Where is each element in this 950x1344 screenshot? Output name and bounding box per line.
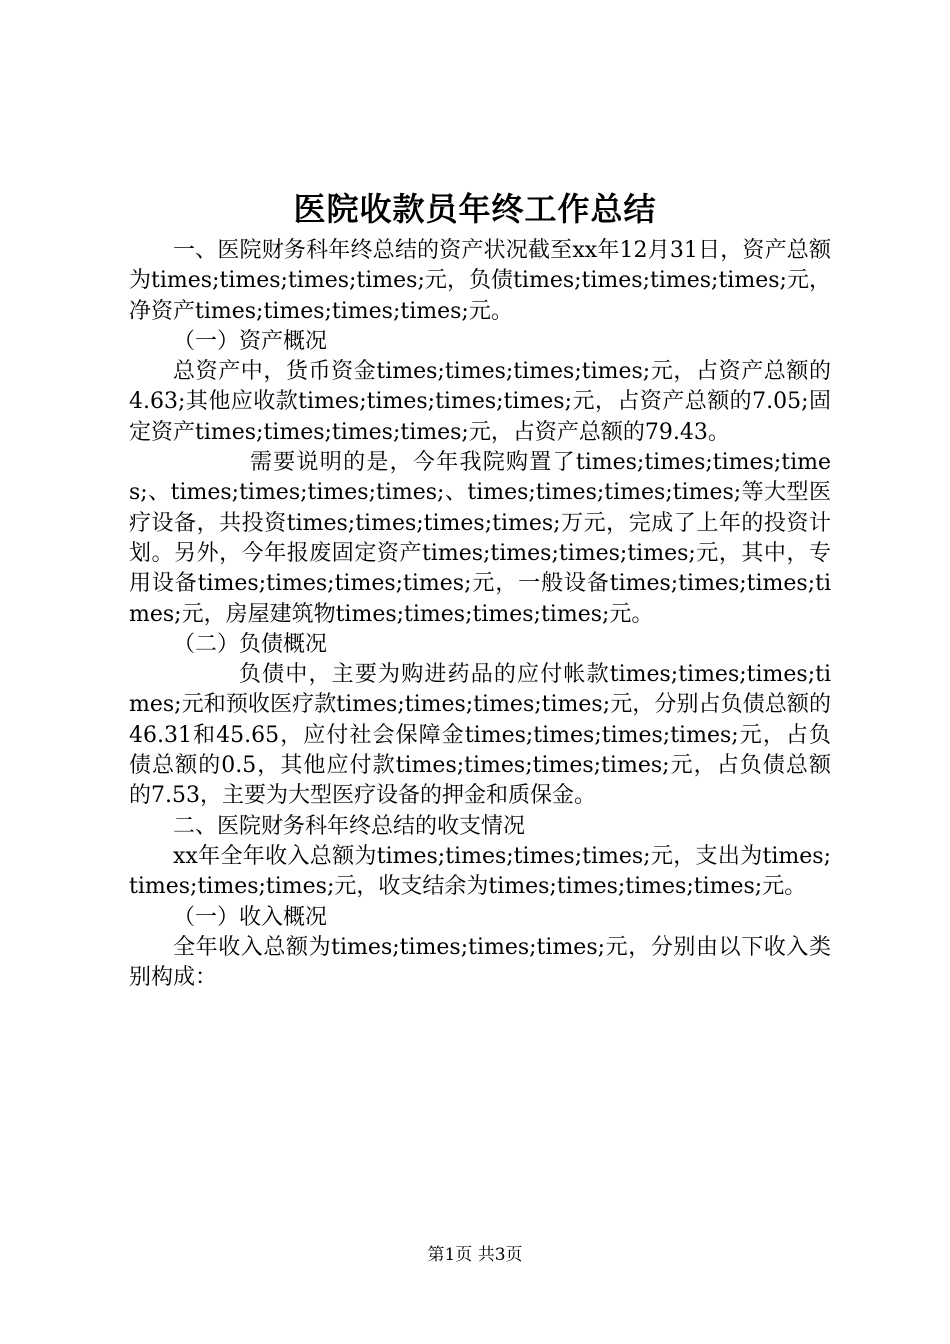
- paragraph-income-detail: 全年收入总额为times;times;times;times;元，分别由以下收入类别构成：: [129, 934, 831, 991]
- heading-income-expense: 二、医院财务科年终总结的收支情况: [173, 813, 526, 839]
- paragraph-liabilities-detail: 负债中，主要为购进药品的应付帐款times;times;times;times;元和预收医疗款times;times;times;times;元，分别占负债总额的46.31和45.65，应付社会保障金times;times;times;times;元，占负债总额的0.5，其他应付款times;times;times;times;元，占负债总额的7.53，主要为大型医疗设备的押金和质保金。: [129, 662, 831, 809]
- heading-assets-overview: （一）资产概况: [173, 328, 328, 354]
- document-title: 医院收款员年终工作总结: [293, 190, 657, 228]
- paragraph-assets-detail: 总资产中，货币资金times;times;times;times;元，占资产总额的4.63;其他应收款times;times;times;times;元，占资产总额的7.05;固定资产times;times;times;times;元，占资产总额的79.43。: [129, 359, 831, 445]
- paragraph-equipment-note: 需要说明的是，今年我院购置了times;times;times;times;、times;times;times;times;、times;times;times;times;等大型医疗设备，共投资times;times;times;times;万元，完成了上年的投资计划。另外，今年报废固定资产times;times;times;times;元，其中，专用设备times;times;times;times;元，一般设备times;times;times;times;元，房屋建筑物times;times;times;times;元。: [129, 450, 831, 627]
- paragraph-income-expense-summary: xx年全年收入总额为times;times;times;times;元，支出为times;times;times;times;元，收支结余为times;times;times;times;元。: [129, 843, 831, 900]
- document-body: [129, 236, 831, 993]
- paragraph-assets-summary: 一、医院财务科年终总结的资产状况截至xx年12月31日，资产总额为times;times;times;times;元，负债times;times;times;times;元，净资产times;times;times;times;元。: [129, 238, 831, 324]
- heading-income-overview: （一）收入概况: [173, 904, 328, 930]
- page-footer: 第1页 共3页: [427, 1245, 523, 1265]
- heading-liabilities-overview: （二）负债概况: [173, 631, 328, 657]
